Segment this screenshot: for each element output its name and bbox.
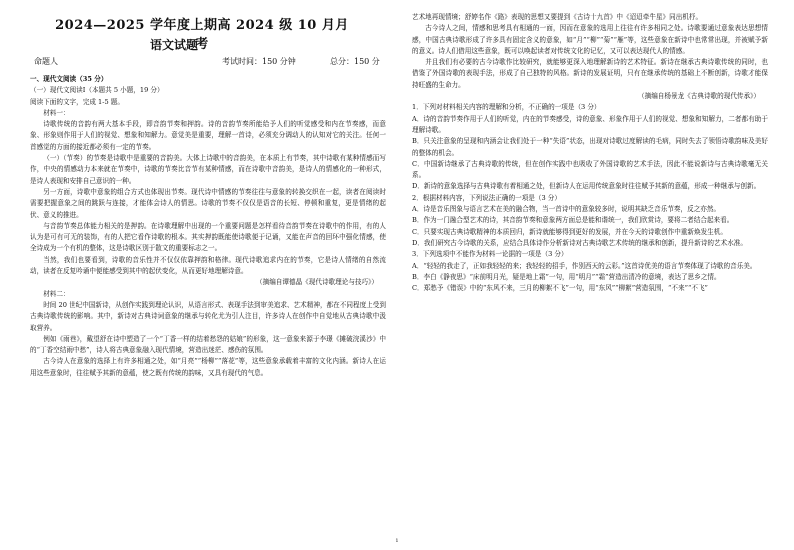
paragraph: 当然，我们也要看到，诗歌的音乐性并不仅仅依靠押韵和格律。现代诗歌追求内在的节奏，它是诗人情绪的自然流动，读者在反复吟诵中便能感受到其中的起伏变化，从而更好地理解诗意。 [30,255,386,276]
option-1d: D．新诗的意象选择与古典诗歌有着相通之处，但新诗人在运用传统意象时往往赋予其新的意蕴，形成一种继承与创新。 [412,182,761,191]
question-1: 1．下列对材料相关内容的理解和分析，不正确的一项是（3 分） [412,103,601,112]
option-1c: C．中国新诗继承了古典诗歌的传统，但在创作实践中也吸收了外国诗歌的艺术手法，因此不能说新诗与古典诗歌毫无关系。 [412,159,768,180]
option-2b: B．作为一门融合型艺术的诗，其音韵节奏和意象两方面总是能和谐统一，我们欣赏诗，要将二者结合起来看。 [412,216,734,225]
option-2d: D．我们研究古今诗歌的关系，应结合具体诗作分析新诗对古典诗歌艺术传统的继承和创新，提升新诗的艺术水准。 [412,238,747,247]
paragraph: 并且我们有必要的古今诗歌作比较研究，就能够更深入地理解新诗的艺术特征。新诗在继承古典诗歌传统的同时，也借鉴了外国诗歌的表现手法，形成了自己独特的风格。新诗的发展证明，只有在继承传统的基础上不断创新，诗歌才能保持旺盛的生命力。 [412,58,768,89]
source-citation: （摘编自谭德晶《现代诗歌理论与技巧》） [256,278,378,287]
paragraph: 与音韵节奏总体能力相关的是押韵。在诗歌理解中出现的一个重要问题是怎样看待音韵节奏在诗歌中的作用，有的人认为是可有可无的装饰，有的人把它看作诗歌的根本。其实押韵既能使诗歌便于记诵，又能在声音的回环中强化情感，使全诗成为一个有机的整体，这是诗歌区别于散文的重要标志之一。 [30,221,386,253]
paragraph: 例如《雨巷》，戴望舒在诗中塑造了一个“丁香一样的结着愁怨的姑娘”的形象，这一意象来源于李璟《摊破浣溪沙》中的“丁香空结雨中愁”，诗人将古典意象融入现代情境，营造出迷茫、感伤的氛围。 [30,334,386,355]
paragraph: 古今诗人之间，情感和思考具有相通的一面，因而在意象的选用上往往有许多相同之处。诗歌要通过意象表达思想情感，中国古典诗歌形成了许多具有固定含义的意象，如“月”“柳”“菊”“雁”等，这些意象在新诗中也常常出现，并被赋予新的意义。诗人们借用这些意象，既可以唤起读者对传统文化的记忆，又可以表达现代人的情感。 [412,24,768,55]
page-number: 1 [395,538,399,544]
left-column [30,74,386,534]
instruction-text: 阅读下面的文字，完成 1-5 题。 [30,97,124,106]
exam-score: 总分：150 分 [330,57,380,66]
option-2c: C．只要实现古典诗歌精神的本质回归，新诗就能够得到更好的发展，并在今天的诗歌创作中重新焕发生机。 [412,227,727,236]
option-1a: A．诗的音韵节奏作用于人们的听觉，内在的节奏感受，诗的意象、形象作用于人们的视觉、想象和知解力，二者都有助于理解诗歌。 [412,114,768,134]
paragraph: 时间 20 世纪中国新诗，从创作实践到理论认识，从语言形式、表现手法到审美追求、艺术精神，都在不同程度上受到古典诗歌传统的影响。其中，新诗对古典诗词意象的继承与转化尤为引人注目，许多诗人在创作中自觉地从古典诗歌中汲取营养。 [30,300,386,332]
subsection-heading: （一）现代文阅读Ⅰ（本题共 5 小题，19 分） [30,86,164,95]
option-3a: A．“轻轻的我走了，正如我轻轻的来；我轻轻的招手，作别西天的云彩。”这首诗优美的语言节奏体现了诗歌的音乐美。 [412,261,757,270]
material-label: 材料二： [43,289,70,298]
exam-title: 2024—2025 学年度上期高 2024 级 10 月月考 [55,18,349,52]
section-heading: 一、现代文阅读（35 分） [30,75,108,83]
question-2: 2．根据材料内容，下列说法正确的一项是（3 分） [412,193,561,202]
paragraph: 古今诗人在意象的选择上有许多相通之处，如“月亮”“杨柳”“落花”等，这些意象承载着丰富的文化内涵。新诗人在运用这些意象时，往往赋予其新的意蕴，使之既有传统的韵味，又具有现代的气息。 [30,357,386,377]
option-3b: B．李白《静夜思》“床前明月光，疑是地上霜”一句，用“明月”“霜”营造出清冷的意境，表达了思乡之情。 [412,272,721,281]
paragraph: 另一方面，诗歌中意象的组合方式也体现出节奏。现代诗中情感的节奏往往与意象的转换交织在一起，读者在阅读时需要把握意象之间的跳跃与连接，才能体会诗人的情思。诗歌的节奏不仅仅是语音的长短、停顿和重复，更是情绪的起伏、意义的推进。 [30,187,386,219]
option-1b: B．只关注意象的呈现和内涵会让我们处于一种“失语”状态，出现对诗歌过度解读的毛病，同时失去了领悟诗歌韵味及美好的整体的机会。 [412,137,768,157]
paragraph: （一）（节奏）的节奏是诗歌中是重要的音韵美。大体上诗歌中的音韵美，在本质上有节奏，其中诗歌有某种情感而写作，中央的情感动力本来就在节奏中，诗歌的节奏比音节有某种情感，而在诗歌中音韵美，是诗人的情感化的一种形式，是诗人表现和安排自己意识的一种。 [30,154,386,185]
source-citation: （摘编自杨景龙《古典诗歌的现代传承》） [638,92,760,101]
option-3c: C．郑愁予《错误》中的“东风不来，三月的柳絮不飞”一句，用“东风”“柳絮”营造氛围，“不来”“不飞” [412,284,708,293]
question-3: 3．下列选项中不能作为材料一论据的一项是（3 分） [412,250,568,259]
paragraph: 艺术地再现情境；舒婷名作《路》表现的思想又要提到《古诗十九首》中《迢迢牵牛星》同出机杼。 [412,13,703,21]
author-label: 命题人 [34,57,58,66]
exam-time: 考试时间：150 分钟 [222,57,296,66]
material-label: 材料一： [43,108,70,117]
exam-subject: 语文试题 [150,38,199,52]
option-2a: A．诗是音乐图象与语言艺术在美的融合物，当一首诗中的意象较多时，说明其缺乏音乐节奏，反之亦然。 [412,205,721,214]
right-column [412,12,768,534]
paragraph: 诗歌传统的音韵有两大基本手段，即音韵节奏和押韵。诗的音韵节奏所能给予人们的听觉感受和内在节奏感，而意象、形象则作用于人们的视觉、想象和知解力。意觉美是重要，理解一首诗，必须充分调动人的认知对它的关注。任何一首感觉的方面的接近都必须有一定的节奏。 [30,120,386,151]
